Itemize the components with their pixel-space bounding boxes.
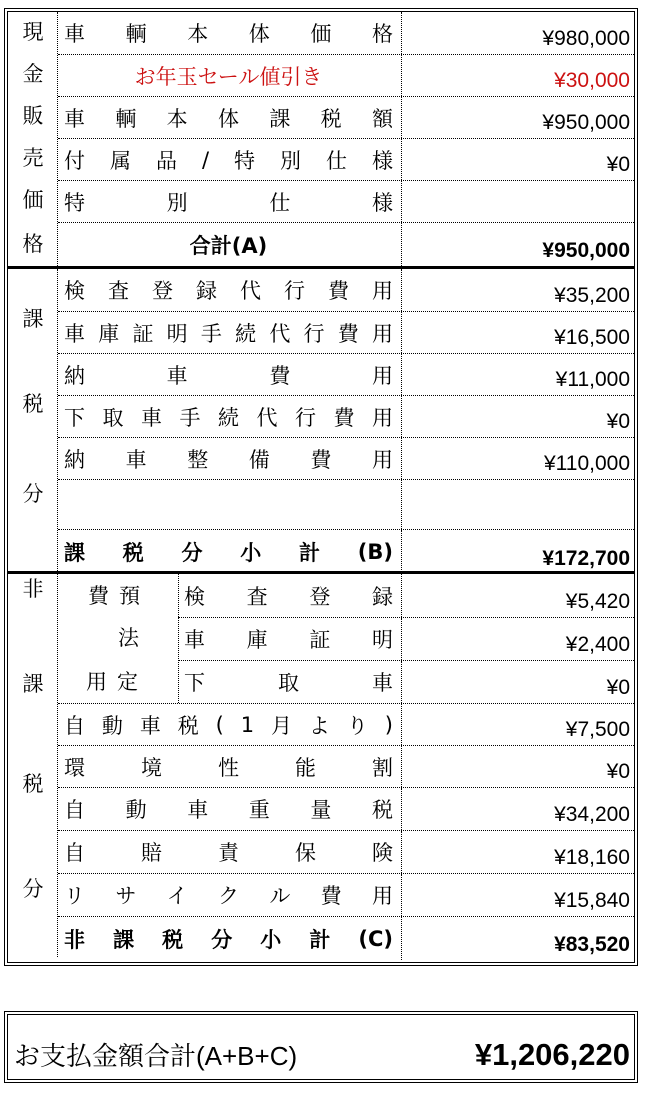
label-char: 代 [256,405,278,430]
label-char: 価 [310,22,332,46]
table-row [58,873,634,916]
grand-total-label: お支払金額合計(A+B+C) [14,1041,298,1071]
label-char: 様 [371,190,393,215]
label-char: 手 [179,405,201,430]
label-char: 費 [269,363,291,388]
label-char: 費 [337,321,359,346]
table-row [58,96,634,138]
label-char: 行 [284,279,305,303]
label-char: 付 [64,148,85,173]
label-char: 明 [371,628,393,652]
label-char: 納 [64,363,85,388]
table-row [58,54,634,96]
table-row [178,574,634,617]
row-value: ¥0 [606,676,630,699]
side-char: 販 [22,104,44,128]
row-label [58,12,402,54]
row-value: ¥34,200 [554,803,630,826]
label-char: 自 [64,798,85,822]
row-value: ¥18,160 [554,846,630,869]
label-char: 量 [310,798,332,822]
row-label [58,97,402,138]
label-char: 険 [372,841,393,865]
statutory-fee-text: 費預 [88,584,150,608]
table-row [178,660,634,703]
row-label [58,269,402,311]
label-char: 本 [166,106,188,131]
row-label [58,396,402,437]
label-char: 備 [248,447,270,472]
row-label [58,181,402,222]
label-char: り [346,713,368,738]
label-char: ル [269,884,291,908]
row-label [178,574,402,617]
label-char: 1 [240,712,255,737]
label-char: 用 [371,321,393,346]
label-char: 別 [280,148,301,173]
statutory-fee-text: 法 [118,626,149,650]
label-char: 分 [181,541,203,565]
label-char: 額 [371,106,393,131]
label-char: イ [166,884,188,908]
label-char: 小 [260,927,282,952]
label-char: 代 [240,279,261,303]
label-char: リ [64,884,85,908]
label-char: 行 [303,321,325,346]
table-row [58,437,634,479]
label-char: 費 [320,884,342,908]
label-char: 責 [218,841,239,865]
row-value: ¥950,000 [542,111,630,134]
label-char: 属 [109,148,131,173]
label-char: ) [384,712,393,737]
label-char: 輌 [125,22,147,46]
label-char: 取 [278,671,299,695]
label-char: 車 [372,671,393,695]
label-char: 特 [234,148,256,173]
row-value [402,181,634,222]
table-row [58,916,634,960]
label-char: 車 [141,405,162,430]
row-label [178,661,402,703]
row-label [58,354,402,395]
label-char: 動 [101,713,123,738]
row-label [58,874,402,916]
label-char: (C) [358,926,393,951]
label-char: 動 [125,798,147,822]
label-char: 車 [166,363,188,388]
row-label [58,55,402,96]
section-side-label [8,269,58,571]
label-char: 税 [371,798,393,822]
side-char: 課 [22,672,44,696]
label-char: 用 [372,279,393,303]
label-char: 税 [122,541,144,565]
label-char: 庫 [98,321,120,346]
price-table [4,8,638,966]
label-char: 割 [372,755,393,780]
label-char: 課 [113,927,135,952]
label-char: サ [115,884,137,908]
label-char: 明 [166,321,188,346]
label-char: 本 [187,22,209,46]
label-char: 賠 [141,841,162,865]
label-char: 検 [64,279,85,303]
label-char: 車 [125,447,147,472]
label-char: 査 [108,279,129,303]
label-char: 税 [320,106,342,131]
label-char: / [201,147,210,172]
label-char: 整 [187,447,209,472]
label-char: 環 [64,755,85,780]
row-value: ¥980,000 [542,27,630,50]
row-label [178,618,402,660]
label-char: 用 [371,884,393,908]
label-char: (B) [357,540,393,564]
table-row [58,395,634,437]
table-row [58,479,634,529]
label-char: 費 [310,447,332,472]
row-label [58,704,402,745]
label-char: 代 [269,321,291,346]
label-char: 計 [299,541,320,565]
label-char: お年玉セール値引き [134,64,323,89]
label-char: 税 [162,927,184,952]
label-char: 計 [309,927,331,952]
table-row [58,12,634,54]
statutory-fee-text: 用定 [86,670,148,694]
row-value: ¥0 [606,760,630,783]
grand-total-value: ¥1,206,220 [474,1037,630,1072]
row-value: ¥5,420 [565,590,630,613]
row-label [58,831,402,873]
row-value: ¥30,000 [554,69,630,92]
side-char: 金 [22,62,44,86]
label-char: 自 [64,841,85,865]
label-char: 小 [240,541,262,565]
taxable-section [8,266,634,571]
label-char: 納 [64,447,85,472]
label-char: 能 [295,755,316,780]
label-char: 取 [102,405,124,430]
label-char: 月 [271,713,293,738]
label-char: 続 [218,405,239,430]
row-label [58,530,402,574]
row-value: ¥950,000 [542,239,630,262]
row-label [58,788,402,830]
label-char: 費 [333,405,355,430]
table-row [58,138,634,180]
label-char: 別 [166,190,188,215]
row-value: ¥7,500 [565,718,630,741]
section-side-label [8,574,58,957]
side-char: 課 [22,307,44,331]
row-value: ¥0 [606,410,630,433]
table-row [58,787,634,830]
side-char: 税 [22,772,44,796]
label-char: 合計(A) [189,233,268,258]
row-value: ¥172,700 [542,547,630,570]
row-value: ¥110,000 [543,452,630,475]
table-row [58,830,634,873]
side-char: 現 [22,20,44,44]
row-label [58,917,402,960]
table-row [58,529,634,574]
label-char: 体 [248,22,270,46]
label-char: 検 [184,584,205,609]
table-row [58,311,634,353]
row-label [58,139,402,180]
label-char: 性 [218,755,239,780]
label-char: 仕 [269,190,291,215]
label-char: 下 [184,671,205,695]
table-row [58,180,634,222]
label-char: ク [217,884,239,908]
label-char: 庫 [246,628,268,652]
cash-price-section [8,12,634,266]
label-char: 録 [371,584,393,609]
row-value [402,480,634,529]
label-char: よ [308,713,330,738]
label-char: 課 [269,106,291,131]
side-char: 税 [22,392,44,416]
label-char: 用 [371,447,393,472]
label-char: 課 [64,541,85,565]
label-char: 分 [211,927,233,952]
label-char: 車 [64,106,85,131]
label-char: 非 [64,927,85,952]
label-char: 税 [177,713,199,738]
label-char: 体 [217,106,239,131]
label-char: 車 [184,628,205,652]
label-char: 費 [328,279,349,303]
label-char: 行 [295,405,316,430]
label-char: 保 [295,841,316,865]
row-value: ¥11,000 [555,368,630,391]
side-char: 分 [22,482,44,506]
label-char: 用 [371,363,393,388]
row-label [58,312,402,353]
row-value: ¥35,200 [554,284,630,307]
label-char: 格 [371,22,393,46]
side-char: 非 [22,577,44,601]
row-value: ¥2,400 [565,633,630,656]
row-value: ¥0 [606,153,630,176]
non-taxable-section [8,571,634,957]
row-label [58,438,402,479]
table-row [58,703,634,745]
label-char: 車 [64,22,85,46]
label-char: 品 [155,148,177,173]
grand-total [4,1011,638,1083]
label-char: 手 [200,321,222,346]
row-label [58,480,402,529]
label-char: 録 [196,279,217,303]
section-side-label [8,12,58,266]
label-char: 重 [248,798,270,822]
side-char: 売 [22,146,44,170]
table-row [178,617,634,660]
label-char: 登 [152,279,173,303]
label-char: 車 [64,321,85,346]
label-char: 用 [372,405,393,430]
label-char: 様 [371,148,393,173]
table-row [58,222,634,266]
side-char: 分 [22,877,44,901]
row-label [58,746,402,787]
row-value: ¥16,500 [554,326,630,349]
label-char: 仕 [325,148,347,173]
row-value: ¥15,840 [554,889,630,912]
table-row [58,745,634,787]
label-char: 自 [64,713,85,738]
label-char: 下 [64,405,85,430]
label-char: 登 [309,584,331,609]
label-char: 境 [141,755,162,780]
side-char: 格 [22,232,44,256]
label-char: 輌 [115,106,137,131]
row-label [58,223,402,266]
label-char: 続 [235,321,257,346]
side-char: 価 [22,188,44,212]
label-char: 車 [139,713,161,738]
label-char: ( [215,712,224,737]
label-char: 証 [132,321,154,346]
label-char: 車 [187,798,209,822]
table-row [58,353,634,395]
statutory-fee-label [58,574,179,703]
table-row [58,269,634,311]
label-char: 特 [64,190,85,215]
label-char: 査 [246,584,268,609]
row-value: ¥83,520 [554,933,630,956]
label-char: 証 [309,628,331,652]
